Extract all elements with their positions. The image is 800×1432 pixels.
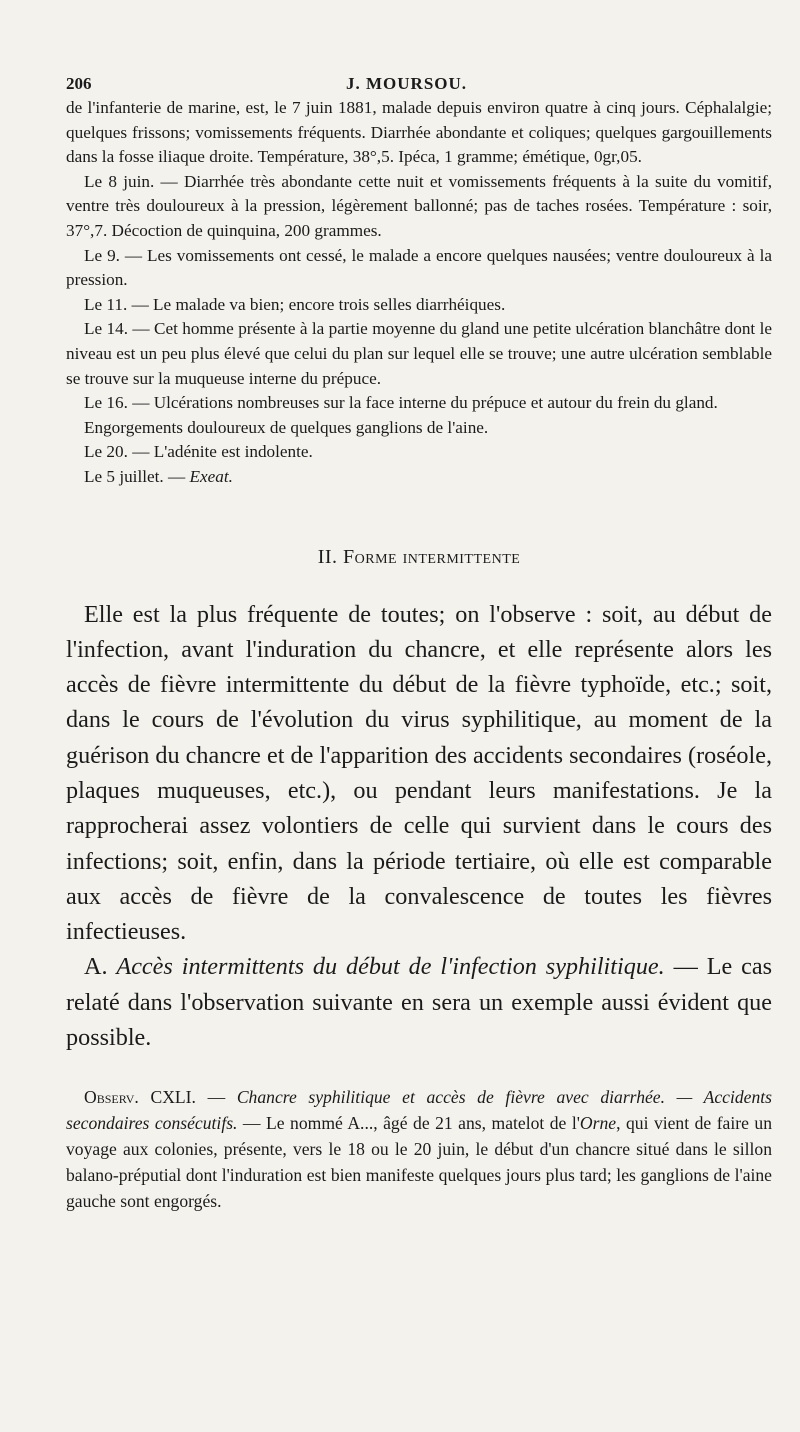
observation-text-2: , qui vient de faire un voyage aux colonies, présente, vers le 18 ou le 20 juin, le début d'un chancre situé dans le sillon balano-préputial dont l'induration est bien manifeste quelques jours plus tard; les ganglions de l'aine gauche sont engorgés. (66, 1113, 772, 1211)
subsection-title: Accès intermittents du début de l'infection syphilitique. (116, 953, 665, 981)
case-paragraph: de l'infanterie de marine, est, le 7 juin 1881, malade depuis environ quatre à cinq jours. Céphalalgie; quelques frissons; vomissements fréquents. Diarrhée abondante et coliques; quelques gargouillements dans la fosse iliaque droite. Température, 38°,5. Ipéca, 1 gramme; émétique, 0gr,05. (66, 98, 772, 167)
case-paragraph: Engorgements douloureux de quelques ganglions de l'aine. (84, 417, 489, 437)
exeat-prefix: Le 5 juillet. — (84, 466, 190, 486)
section-heading (66, 546, 772, 569)
body-paragraph: Elle est la plus fréquente de toutes; on l'observe : soit, au début de l'infection, avant l'induration du chancre, et elle représente alors les accès de fièvre intermittente du début de la fièvre typhoïde, etc.; soit, dans le cours de l'évolution du virus syphilitique, au moment de la guérison du chancre et de l'apparition des accidents secondaires (roséole, plaques muqueuses, etc.), ou pendant leurs manifestations. Je la rapprocherai assez volontiers de celle qui survient dans le cours des infections; soit, enfin, dans la période tertiaire, où elle est comparable aux accès de fièvre de la convalescence de toutes les fièvres infectieuses. (66, 600, 772, 946)
running-title: J. MOURSOU. (346, 74, 468, 93)
case-paragraph: Le 14. — Cet homme présente à la partie moyenne du gland une petite ulcération blanchâtre dont le niveau est un peu plus élevé que celui du plan sur lequel elle se trouve; une autre ulcération semblable se trouve sur la muqueuse interne du prépuce. (66, 319, 772, 388)
subsection-text: — Le cas relaté dans l'observation suivante en sera un exemple aussi évident que possible. (66, 953, 772, 1052)
observation-label: Observ. CXLI. (84, 1087, 196, 1108)
observation-paragraph (66, 1085, 772, 1214)
case-paragraph-exeat (66, 465, 772, 490)
observation-place: Orne (579, 1113, 617, 1134)
subsection-paragraph (66, 949, 772, 1055)
case-paragraph: Le 16. — Ulcérations nombreuses sur la face interne du prépuce et autour du frein du gland. (84, 393, 718, 413)
page-number: 206 (66, 74, 92, 93)
exeat-word: Exeat. (189, 466, 233, 486)
case-paragraph: Le 11. — Le malade va bien; encore trois selles diarrhéiques. (84, 294, 506, 314)
case-paragraph: Le 8 juin. — Diarrhée très abondante cette nuit et vomissements fréquents à la suite du vomitif, ventre très douloureux à la pression, légèrement ballonné; pas de taches rosées. Température : soir, 37°,7. Décoction de quinquina, 200 grammes. (66, 171, 772, 240)
case-paragraph: Le 20. — L'adénite est indolente. (84, 442, 313, 462)
running-head (66, 66, 772, 96)
observation-title: Chancre syphilitique et accès de fièvre avec diarrhée. — Accidents secondaires consécutifs. (66, 1087, 773, 1134)
case-paragraph: Le 9. — Les vomissements ont cessé, le malade a encore quelques nausées; ventre douloureux à la pression. (66, 245, 772, 290)
section-title: Forme intermittente (343, 545, 521, 568)
observation (66, 1085, 772, 1214)
main-text (66, 597, 772, 1056)
observation-text: — Le nommé A..., âgé de 21 ans, matelot de l' (237, 1113, 580, 1134)
observation-dash: — (195, 1087, 237, 1108)
subsection-letter: A. (84, 953, 108, 981)
section-numeral: II. (317, 545, 338, 568)
case-report (66, 96, 772, 490)
